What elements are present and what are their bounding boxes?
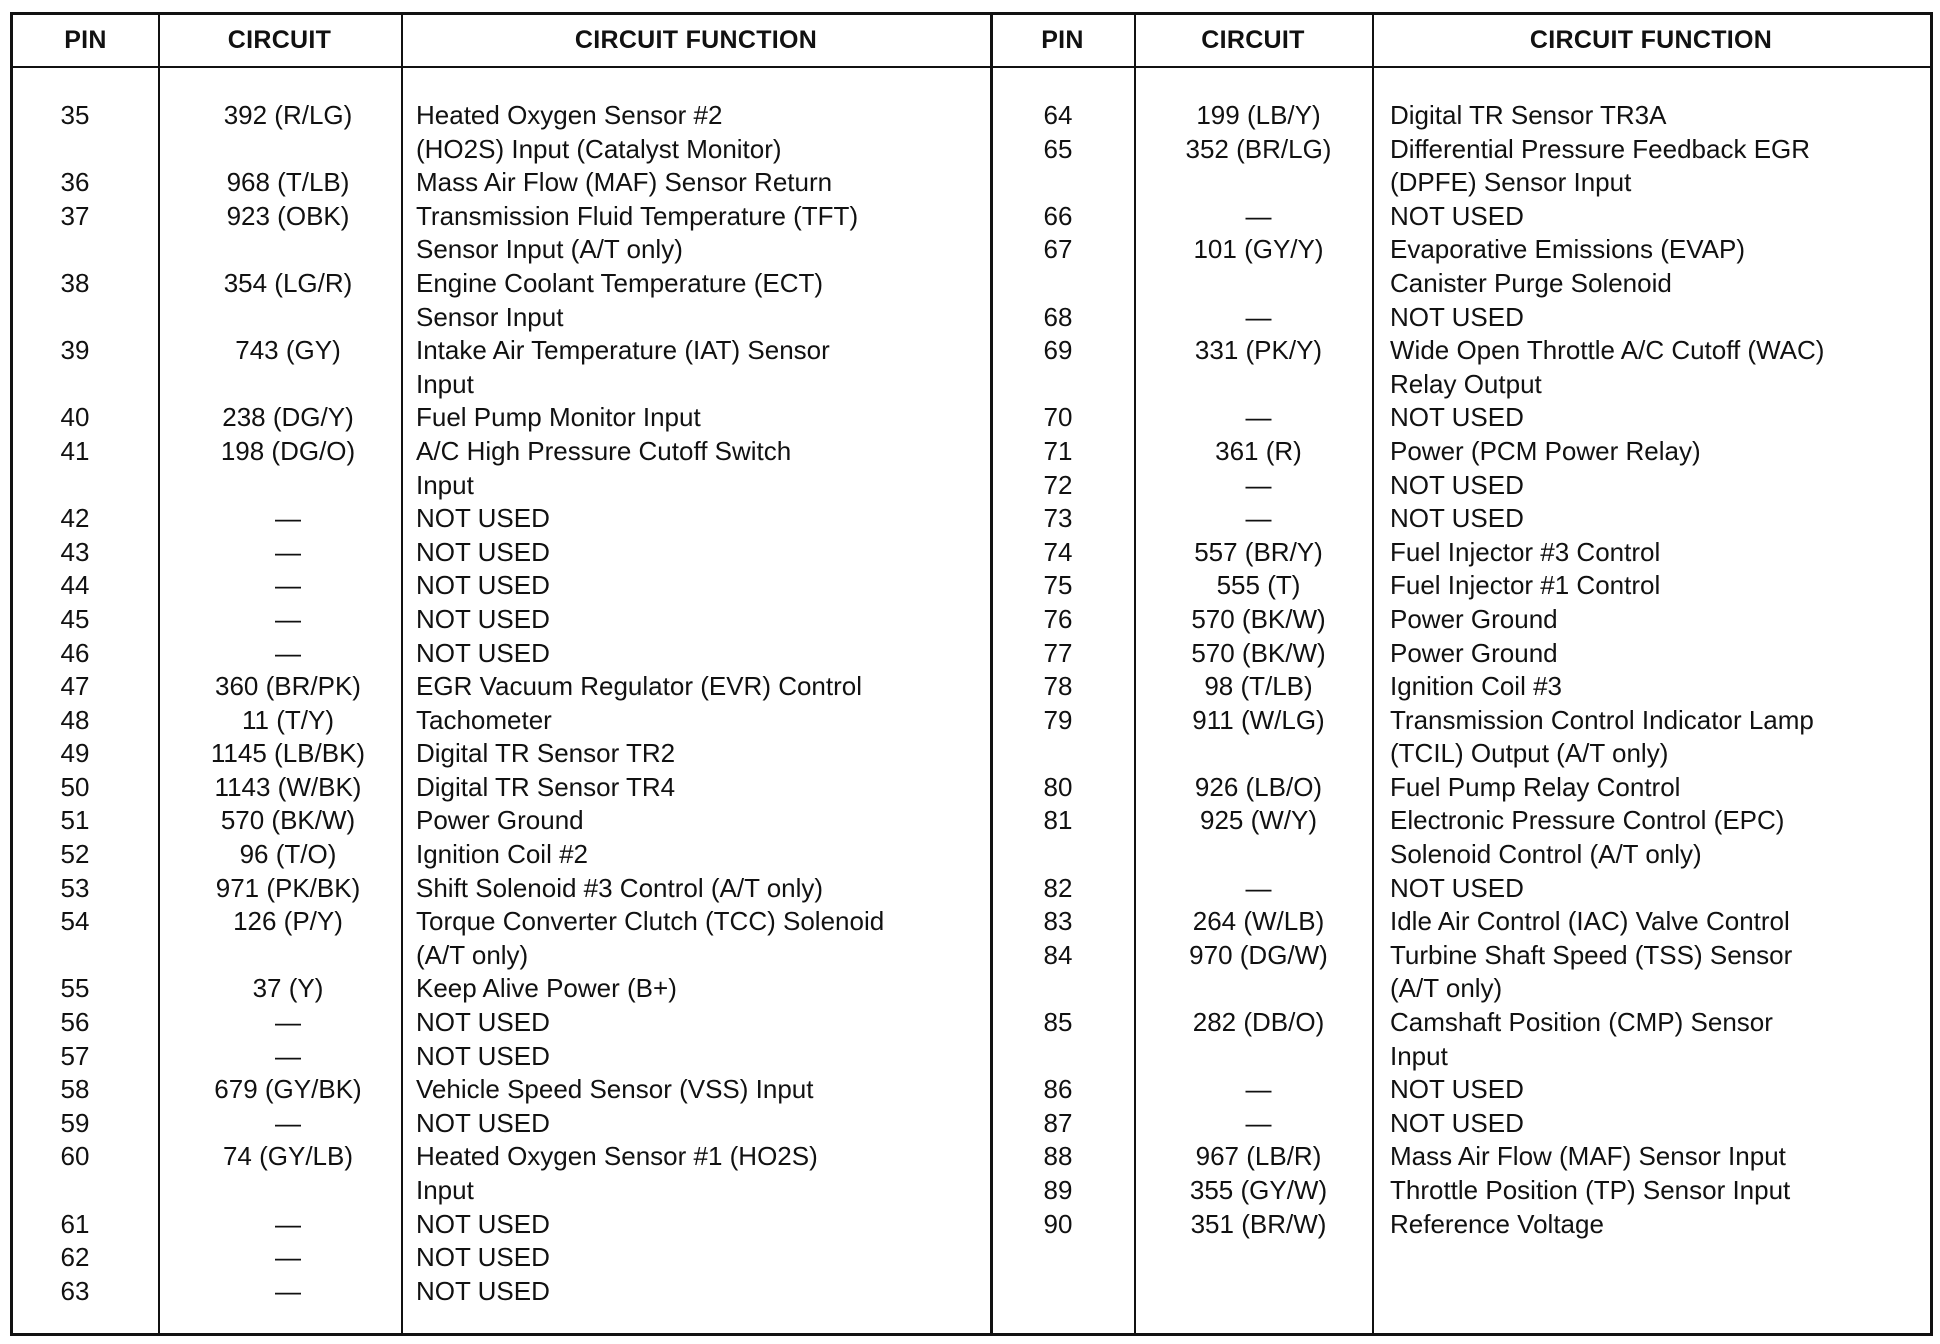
function-cell: NOT USED [1390,872,1524,903]
circuit-cell: 555 (T) [1216,570,1301,601]
header-function-left: CIRCUIT FUNCTION [574,26,818,54]
pin-cell [1018,368,1098,402]
circuit-cell: 967 (LB/R) [1195,1141,1322,1172]
function-cell: NOT USED [1390,469,1524,500]
function-cell: Input [416,1175,474,1205]
pin-cell: 55 [60,973,90,1004]
circuit-cell [1146,972,1371,1006]
circuit-cell: 74 (GY/LB) [222,1141,354,1172]
header-divider [13,66,1930,68]
column-divider [1134,15,1136,1333]
function-cell: EGR Vacuum Regulator (EVR) Control [416,671,863,702]
circuit-cell [1146,368,1371,402]
function-cell: Fuel Injector #3 Control [1390,536,1661,567]
pin-cell: 36 [60,167,90,198]
pin-cell: 38 [60,267,90,298]
pin-cell: 61 [60,1208,90,1239]
pin-cell [35,133,115,167]
circuit-cell: — [275,570,301,601]
circuit-cell: 923 (OBK) [226,200,350,231]
pin-cell: 69 [1043,335,1073,366]
pin-cell: 73 [1043,503,1073,534]
pin-cell [35,368,115,402]
pin-cell [35,1174,115,1208]
circuit-cell: 37 (Y) [252,973,324,1004]
function-cell: Digital TR Sensor TR3A [1390,100,1667,130]
pin-cell: 40 [60,402,90,433]
pin-cell: 53 [60,872,90,903]
function-cell: Input [1390,1040,1448,1071]
function-cell: Idle Air Control (IAC) Valve Control [1390,906,1790,937]
function-cell: Fuel Pump Monitor Input [416,402,701,433]
circuit-cell: — [1245,1074,1272,1105]
pin-cell: 62 [60,1242,90,1273]
function-cell: Ignition Coil #2 [416,839,588,870]
pin-cell: 57 [60,1040,90,1071]
circuit-cell: 570 (BK/W) [220,805,356,836]
right-function-column [1390,99,1925,1241]
function-cell: Fuel Injector #1 Control [1390,570,1661,601]
pin-cell: 75 [1043,570,1073,601]
circuit-cell [1146,737,1371,771]
pin-cell: 48 [60,704,90,735]
function-cell: Camshaft Position (CMP) Sensor [1390,1007,1773,1038]
pin-cell: 59 [60,1107,90,1138]
function-cell: Mass Air Flow (MAF) Sensor Return [416,167,833,198]
circuit-cell [173,939,403,973]
pin-cell: 68 [1043,301,1073,332]
function-cell: Transmission Control Indicator Lamp [1390,704,1814,735]
circuit-cell: — [275,503,301,534]
pin-cell: 86 [1043,1074,1073,1105]
circuit-cell: — [1245,1107,1272,1138]
circuit-cell: — [275,1007,301,1038]
pin-cell: 90 [1043,1208,1073,1239]
pin-cell: 74 [1043,536,1073,567]
pin-cell: 63 [60,1275,90,1306]
pin-cell: 76 [1043,603,1073,634]
header-function-right: CIRCUIT FUNCTION [1529,26,1773,54]
pin-cell: 88 [1043,1141,1073,1172]
circuit-cell: 911 (W/LG) [1192,704,1325,735]
function-cell: Turbine Shaft Speed (TSS) Sensor [1390,939,1793,970]
pin-cell: 65 [1043,133,1073,164]
function-cell: Solenoid Control (A/T only) [1390,839,1702,870]
function-cell: Digital TR Sensor TR2 [416,738,676,769]
function-cell: NOT USED [416,536,550,567]
circuit-cell: 926 (LB/O) [1194,771,1323,802]
circuit-cell: — [275,1242,301,1273]
function-cell: NOT USED [1390,200,1524,231]
pin-cell: 42 [60,503,90,534]
function-cell: Sensor Input (A/T only) [416,234,683,265]
function-cell: (A/T only) [1390,973,1503,1004]
pin-cell: 87 [1043,1107,1073,1138]
circuit-cell: — [275,536,301,567]
circuit-cell [173,1174,403,1208]
function-cell: Vehicle Speed Sensor (VSS) Input [416,1074,814,1105]
function-cell: NOT USED [416,1040,550,1071]
pin-cell: 54 [60,906,90,937]
header-circuit-right: CIRCUIT [1201,26,1305,54]
pin-cell: 50 [60,771,90,802]
circuit-cell: 199 (LB/Y) [1196,100,1321,130]
pin-cell [1018,1040,1098,1074]
pin-cell: 47 [60,671,90,702]
circuit-cell: 360 (BR/PK) [215,671,361,702]
function-cell: NOT USED [1390,402,1524,433]
function-cell: NOT USED [416,1242,550,1273]
circuit-cell [1146,1040,1371,1074]
pin-cell [1018,166,1098,200]
function-cell: NOT USED [416,503,550,534]
circuit-cell: — [1245,469,1272,500]
function-cell: NOT USED [1390,1074,1524,1105]
circuit-cell: 96 (T/O) [239,839,337,870]
circuit-cell: 970 (DG/W) [1189,939,1328,970]
pin-cell: 82 [1043,872,1073,903]
function-cell: Reference Voltage [1390,1208,1604,1239]
pin-cell: 80 [1043,771,1073,802]
circuit-cell: — [275,1275,301,1306]
pin-cell [35,469,115,503]
pin-cell: 79 [1043,704,1073,735]
circuit-cell: 925 (W/Y) [1199,805,1318,836]
circuit-cell: 1145 (LB/BK) [210,738,366,769]
pin-table [10,12,1933,1336]
function-cell: Input [416,469,474,500]
circuit-cell: 971 (PK/BK) [215,872,361,903]
left-pin-column [35,99,115,1308]
function-cell: Throttle Position (TP) Sensor Input [1390,1175,1791,1205]
header-circuit-left: CIRCUIT [227,26,332,54]
circuit-cell [173,469,403,503]
pin-cell: 44 [60,570,90,601]
pin-cell: 83 [1043,906,1073,937]
function-cell: NOT USED [1390,503,1524,534]
function-cell: NOT USED [1390,1107,1524,1138]
circuit-cell: — [275,1208,301,1239]
circuit-cell [1146,166,1371,200]
pin-cell: 85 [1043,1007,1073,1038]
pin-cell: 41 [60,435,90,466]
pin-cell: 56 [60,1007,90,1038]
function-cell: NOT USED [416,1208,550,1239]
circuit-cell: 101 (GY/Y) [1193,234,1324,265]
circuit-cell [173,233,403,267]
function-cell: Power (PCM Power Relay) [1390,435,1701,466]
pin-cell: 84 [1043,939,1073,970]
function-cell: Input [416,368,474,399]
function-cell: Fuel Pump Relay Control [1390,771,1681,802]
function-cell: NOT USED [416,570,550,601]
circuit-cell: 355 (GY/W) [1189,1175,1328,1205]
function-cell: NOT USED [416,1007,550,1038]
circuit-cell: — [275,637,301,668]
pin-cell: 46 [60,637,90,668]
function-cell: A/C High Pressure Cutoff Switch [416,435,792,466]
circuit-cell: — [275,1107,301,1138]
circuit-cell: 354 (LG/R) [223,267,353,298]
pin-cell: 70 [1043,402,1073,433]
pin-cell [35,301,115,335]
function-cell: Power Ground [1390,603,1558,634]
function-cell: NOT USED [1390,301,1524,332]
circuit-cell: 968 (T/LB) [226,167,350,198]
pin-cell [35,939,115,973]
left-function-column [416,99,986,1308]
pin-cell: 60 [60,1141,90,1172]
circuit-cell: 198 (DG/O) [220,435,356,466]
circuit-cell: 264 (W/LB) [1192,906,1325,937]
column-divider [990,15,993,1333]
function-cell: Power Ground [1390,637,1558,668]
function-cell: Heated Oxygen Sensor #2 [416,100,723,130]
left-circuit-column [173,99,403,1308]
pin-cell [1018,972,1098,1006]
function-cell: Keep Alive Power (B+) [416,973,677,1004]
column-divider [158,15,160,1333]
circuit-cell: 126 (P/Y) [233,906,343,937]
function-cell: Ignition Coil #3 [1390,671,1562,702]
function-cell: NOT USED [416,637,550,668]
circuit-cell: — [1245,200,1272,231]
pin-cell: 77 [1043,637,1073,668]
function-cell: Torque Converter Clutch (TCC) Solenoid [416,906,885,937]
function-cell: Evaporative Emissions (EVAP) [1390,234,1745,265]
circuit-cell: 238 (DG/Y) [222,402,354,433]
circuit-cell: 679 (GY/BK) [214,1074,362,1105]
pin-cell: 49 [60,738,90,769]
circuit-cell: 743 (GY) [235,335,341,366]
function-cell: Canister Purge Solenoid [1390,267,1672,298]
circuit-cell: — [1245,872,1272,903]
circuit-cell: 331 (PK/Y) [1194,335,1323,366]
function-cell: Electronic Pressure Control (EPC) [1390,805,1785,836]
function-cell: Power Ground [416,805,584,836]
circuit-cell [1146,838,1371,872]
pin-cell: 72 [1043,469,1073,500]
pin-cell: 64 [1043,100,1073,130]
circuit-cell: 351 (BR/W) [1190,1208,1327,1239]
function-cell: (DPFE) Sensor Input [1390,167,1632,198]
header-pin-left: PIN [64,26,107,54]
circuit-cell [173,301,403,335]
pin-cell [35,233,115,267]
circuit-cell: 361 (R) [1215,435,1302,466]
pin-cell: 45 [60,603,90,634]
function-cell: Transmission Fluid Temperature (TFT) [416,200,859,231]
circuit-cell: 11 (T/Y) [242,704,334,735]
header-pin-right: PIN [1041,26,1084,54]
pin-cell: 81 [1043,805,1073,836]
function-cell: (HO2S) Input (Catalyst Monitor) [416,133,782,164]
circuit-cell: — [275,603,301,634]
right-circuit-column [1146,99,1371,1241]
pin-cell: 51 [60,805,90,836]
circuit-cell: 570 (BK/W) [1191,637,1326,668]
function-cell: Mass Air Flow (MAF) Sensor Input [1390,1141,1786,1172]
function-cell: Engine Coolant Temperature (ECT) [416,267,824,298]
function-cell: Heated Oxygen Sensor #1 (HO2S) [416,1141,818,1172]
pin-cell: 78 [1043,671,1073,702]
pin-cell: 58 [60,1074,90,1105]
function-cell: (TCIL) Output (A/T only) [1390,738,1669,769]
function-cell: Wide Open Throttle A/C Cutoff (WAC) [1390,335,1825,366]
function-cell: NOT USED [416,603,550,634]
column-divider [1372,15,1374,1333]
circuit-cell: — [1245,402,1272,433]
pin-cell [1018,267,1098,301]
function-cell: Shift Solenoid #3 Control (A/T only) [416,872,824,903]
function-cell: Sensor Input [416,301,564,332]
pin-cell [1018,737,1098,771]
circuit-cell: — [1245,503,1272,534]
pin-cell: 43 [60,536,90,567]
function-cell: Digital TR Sensor TR4 [416,771,676,802]
function-cell: NOT USED [416,1107,550,1138]
circuit-cell: 392 (R/LG) [223,100,353,130]
circuit-cell: 570 (BK/W) [1191,603,1326,634]
circuit-cell: 1143 (W/BK) [214,771,362,802]
circuit-cell: 352 (BR/LG) [1185,133,1332,164]
pin-cell: 71 [1043,435,1073,466]
function-cell: Intake Air Temperature (IAT) Sensor [416,335,830,366]
pin-cell [1018,838,1098,872]
circuit-cell [1146,267,1371,301]
right-pin-column [1018,99,1098,1241]
function-cell: Tachometer [416,704,552,735]
pin-cell: 89 [1043,1175,1073,1205]
circuit-cell: 282 (DB/O) [1192,1007,1325,1038]
circuit-cell: — [1245,301,1272,332]
pin-cell: 37 [60,200,90,231]
circuit-cell [173,133,403,167]
circuit-cell: — [275,1040,301,1071]
function-cell: Relay Output [1390,368,1542,399]
pin-cell: 52 [60,839,90,870]
pin-cell: 39 [60,335,90,366]
pin-cell: 66 [1043,200,1073,231]
circuit-cell: 98 (T/LB) [1204,671,1313,702]
pin-cell: 35 [60,100,90,130]
function-cell: (A/T only) [416,939,529,970]
pin-cell: 67 [1043,234,1073,265]
function-cell: Differential Pressure Feedback EGR [1390,133,1811,164]
circuit-cell [173,368,403,402]
circuit-cell: 557 (BR/Y) [1194,536,1323,567]
function-cell: NOT USED [416,1275,550,1306]
